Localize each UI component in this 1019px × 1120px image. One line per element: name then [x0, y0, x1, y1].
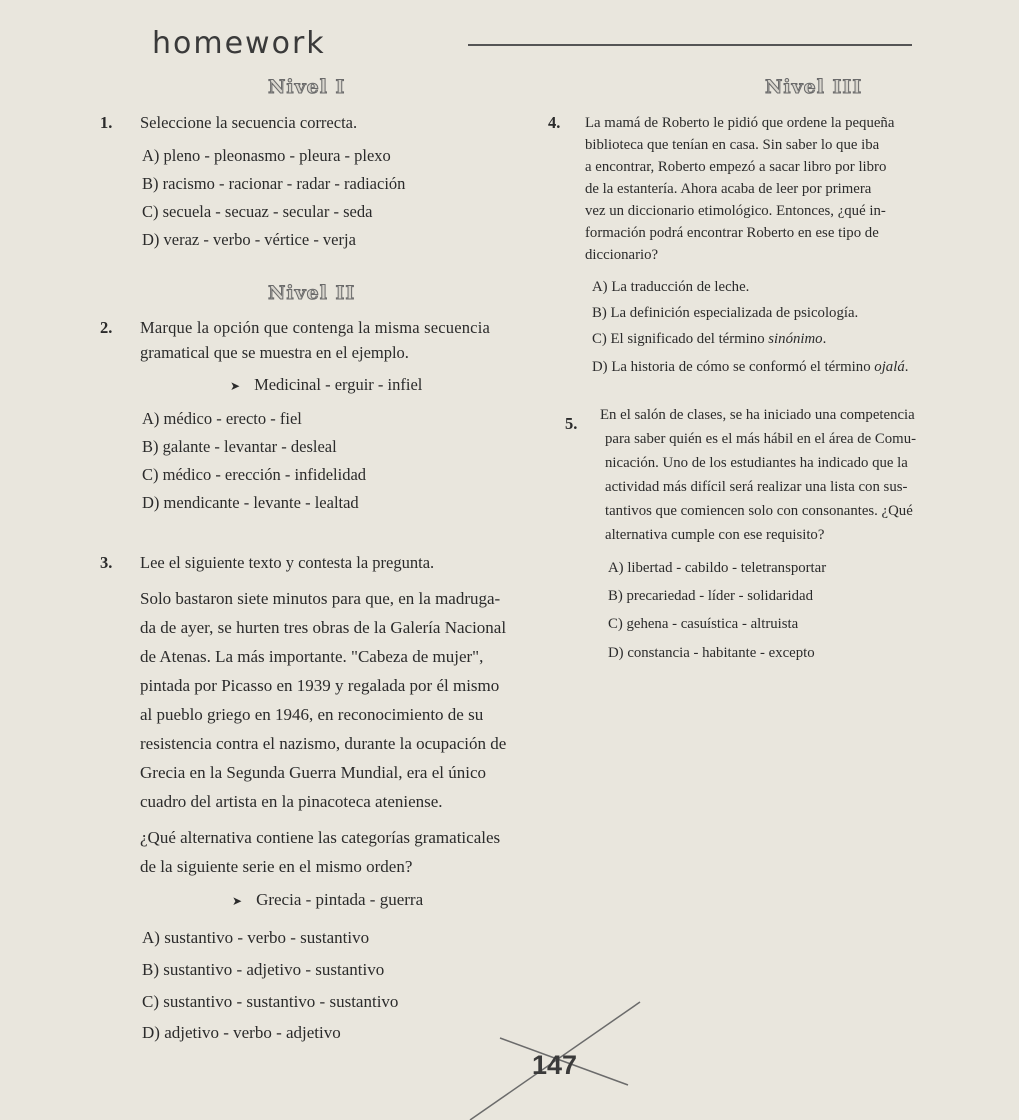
q4-option-c-end: .	[822, 331, 827, 347]
q4-line-2: biblioteca que tenían en casa. Sin saber lo que iba	[585, 137, 880, 153]
q3-prompt: Lee el siguiente texto y contesta la pregunta.	[140, 553, 435, 572]
q4-line-6: formación podrá encontrar Roberto en ese tipo de	[585, 225, 879, 241]
arrow-bullet-icon: ➤	[232, 894, 243, 908]
q4-number: 4.	[548, 113, 561, 132]
q2-prompt-line2: gramatical que se muestra en el ejemplo.	[140, 343, 409, 362]
q1-option-c: C) secuela - secuaz - secular - seda	[142, 202, 373, 221]
q3-passage-line-1: Solo bastaron siete minutos para que, en la madruga-	[140, 589, 501, 608]
q3-number: 3.	[100, 553, 113, 572]
page-number: 147	[532, 1050, 578, 1080]
q3-example-text: Grecia - pintada - guerra	[256, 890, 424, 909]
nivel-1-heading: Nivel I	[268, 76, 346, 98]
arrow-bullet-icon: ➤	[230, 379, 241, 393]
q1-option-d: D) veraz - verbo - vértice - verja	[142, 230, 356, 249]
q4-option-d-text: D) La historia de cómo se conformó el término	[592, 359, 875, 375]
q5-line-6: alternativa cumple con ese requisito?	[605, 527, 825, 543]
q1-option-b: B) racismo - racionar - radar - radiación	[142, 174, 406, 193]
q3-passage-line-2: da de ayer, se hurten tres obras de la Galería Nacional	[140, 618, 507, 637]
q5-option-b: B) precariedad - líder - solidaridad	[608, 588, 814, 604]
q2-prompt-line1: Marque la opción que contenga la misma secuencia	[140, 318, 491, 337]
q4-line-1: La mamá de Roberto le pidió que ordene la pequeña	[585, 115, 895, 131]
q4-option-c-text: C) El significado del término	[592, 331, 769, 347]
q2-option-b: B) galante - levantar - desleal	[142, 437, 337, 456]
q3-option-a: A) sustantivo - verbo - sustantivo	[142, 928, 370, 947]
q5-line-4: actividad más difícil será realizar una lista con sus-	[605, 479, 908, 495]
nivel-3-heading: Nivel III	[765, 76, 863, 98]
q5-option-c: C) gehena - casuística - altruista	[608, 616, 799, 632]
q3-option-c: C) sustantivo - sustantivo - sustantivo	[142, 992, 399, 1011]
q3-passage-line-8: cuadro del artista en la pinacoteca ateniense.	[140, 792, 443, 811]
q3-option-d: D) adjetivo - verbo - adjetivo	[142, 1023, 341, 1042]
q1-option-a: A) pleno - pleonasmo - pleura - plexo	[142, 146, 391, 165]
q3-passage-line-3: de Atenas. La más importante. "Cabeza de mujer",	[140, 647, 484, 666]
q4-option-a-text: A) La traducción de leche.	[592, 279, 750, 295]
q3-question-line2: de la siguiente serie en el mismo orden?	[140, 857, 413, 876]
q4-line-3: a encontrar, Roberto empezó a sacar libro por libro	[585, 159, 887, 175]
q2-number: 2.	[100, 318, 113, 337]
q2-example-text: Medicinal - erguir - infiel	[254, 375, 423, 394]
q4-option-b-text: B) La definición especializada de psicología.	[592, 305, 859, 321]
nivel-2-heading: Nivel II	[268, 282, 356, 304]
q3-option-b: B) sustantivo - adjetivo - sustantivo	[142, 960, 385, 979]
q5-line-1: En el salón de clases, se ha iniciado una competencia	[600, 407, 915, 423]
q1-prompt: Seleccione la secuencia correcta.	[140, 113, 358, 132]
q5-line-3: nicación. Uno de los estudiantes ha indicado que la	[605, 455, 908, 471]
q4-line-5: vez un diccionario etimológico. Entonces, ¿qué in-	[585, 203, 886, 219]
q5-number: 5.	[565, 414, 578, 433]
q3-passage-line-5: al pueblo griego en 1946, en reconocimiento de su	[140, 705, 484, 724]
q5-option-d: D) constancia - habitante - excepto	[608, 645, 815, 661]
q4-option-d-italic: ojalá	[874, 359, 905, 375]
q4-line-4: de la estantería. Ahora acaba de leer por primera	[585, 181, 872, 197]
q5-line-2: para saber quién es el más hábil en el área de Comu-	[605, 431, 917, 447]
q5-line-5: tantivos que comiencen solo con consonantes. ¿Qué	[605, 503, 913, 519]
q3-passage-line-6: resistencia contra el nazismo, durante la ocupación de	[140, 734, 507, 753]
q5-option-a: A) libertad - cabildo - teletransportar	[608, 560, 827, 576]
q4-option-c-italic: sinónimo	[768, 331, 823, 347]
q2-option-a: A) médico - erecto - fiel	[142, 409, 302, 428]
q3-question-line1: ¿Qué alternativa contiene las categorías gramaticales	[140, 828, 501, 847]
q3-passage-line-4: pintada por Picasso en 1939 y regalada por él mismo	[140, 676, 500, 695]
q4-option-d-end: .	[904, 359, 909, 375]
homework-title: homework	[152, 26, 326, 61]
q4-line-7: diccionario?	[585, 247, 659, 263]
q3-passage-line-7: Grecia en la Segunda Guerra Mundial, era el único	[140, 763, 486, 782]
q2-option-c: C) médico - erección - infidelidad	[142, 465, 367, 484]
q2-option-d: D) mendicante - levante - lealtad	[142, 493, 359, 512]
q1-number: 1.	[100, 113, 113, 132]
